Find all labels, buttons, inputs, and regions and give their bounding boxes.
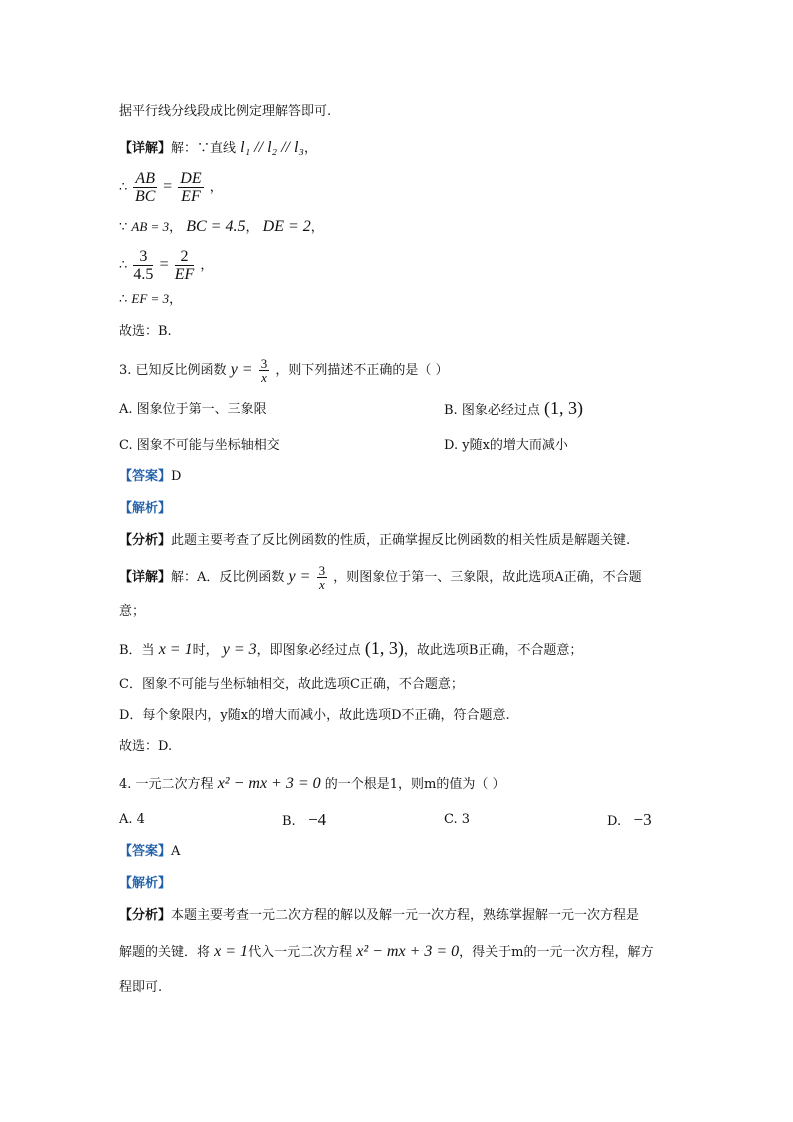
q3-stem: 3. 已知反比例函数 bbox=[119, 363, 227, 378]
fraction-denominator: EF bbox=[181, 188, 201, 205]
fraction-numerator: 3 bbox=[133, 248, 153, 266]
separator: ， bbox=[310, 220, 324, 235]
option-text: C. 图象不可能与坐标轴相交 bbox=[119, 438, 280, 453]
q3-option-a bbox=[119, 400, 267, 420]
text-line-1 bbox=[119, 102, 331, 122]
analysis-text: 此题主要考查了反比例函数的性质，正确掌握反比例函数的相关性质是解题关键. bbox=[171, 533, 631, 548]
q4-analysis-1 bbox=[119, 906, 639, 926]
question-4 bbox=[119, 774, 506, 795]
fraction-de-ef bbox=[178, 170, 203, 205]
fraction-denominator: x bbox=[318, 577, 325, 592]
q3-option-b bbox=[444, 398, 583, 421]
detail-math: y = 3 bbox=[222, 641, 257, 658]
option-math: −4 bbox=[308, 810, 327, 829]
fraction-denominator: EF bbox=[174, 266, 195, 283]
answer-value: D bbox=[171, 469, 182, 484]
analysis-text: 本题主要考查一元二次方程的解以及解一元一次方程，熟练掌握解一元一次方程是 bbox=[171, 908, 640, 923]
q3-fraction bbox=[259, 357, 270, 384]
parallel-lines-math: l₁ // l₂ // l₃ bbox=[240, 139, 304, 156]
fraction-denominator: x bbox=[261, 370, 267, 385]
q3-analysis-heading bbox=[119, 499, 171, 519]
text-l2-end: ， bbox=[303, 141, 317, 156]
separator: ， bbox=[169, 220, 183, 235]
detail-text: ，故此选项B正确，不合题意； bbox=[403, 643, 583, 658]
detail-text: B．当 bbox=[119, 643, 155, 658]
detail-math-y: y = bbox=[288, 568, 311, 585]
equals-sign: = bbox=[163, 178, 173, 195]
option-label: B. bbox=[282, 814, 296, 829]
q3-option-d bbox=[444, 436, 568, 456]
detail-text: ，则图象位于第一、三象限，故此选项A正确，不合题 bbox=[333, 570, 642, 585]
detail-math: (1, 3) bbox=[364, 638, 404, 658]
fraction-2-ef bbox=[175, 248, 195, 283]
q4-analysis-3 bbox=[119, 978, 162, 998]
q3-detail-d bbox=[119, 706, 510, 726]
q3-detail-a bbox=[119, 564, 642, 591]
option-math: −3 bbox=[633, 810, 652, 829]
q4-stem-end: 的一个根是1，则m的值为（ ） bbox=[324, 777, 506, 792]
q4-equation: x² − mx + 3 = 0 bbox=[217, 775, 321, 792]
fraction-numerator: 3 bbox=[318, 563, 326, 578]
option-text: B. 图象必经过点 bbox=[444, 403, 540, 418]
q3-detail-b bbox=[119, 638, 582, 661]
choice-text: 故选：D. bbox=[119, 739, 173, 754]
detail-text: 解：A．反比例函数 bbox=[171, 570, 285, 585]
q4-analysis-2 bbox=[119, 942, 654, 963]
ratio-line-2 bbox=[119, 248, 213, 283]
fraction-numerator: 2 bbox=[175, 248, 195, 266]
question-3 bbox=[119, 357, 449, 384]
fraction-numerator: DE bbox=[180, 170, 202, 187]
detail-fraction bbox=[317, 564, 328, 591]
q4-option-b bbox=[282, 810, 326, 832]
analysis-math: x² − mx + 3 = 0 bbox=[356, 943, 460, 960]
detail-text: D．每个象限内，y随x的增大而减小，故此选项D不正确，符合题意. bbox=[119, 708, 510, 723]
separator: ， bbox=[169, 292, 183, 307]
q3-choice bbox=[119, 737, 172, 757]
analysis-text: 程即可. bbox=[119, 980, 163, 995]
answer-value: A bbox=[171, 844, 181, 859]
detail-text: ，即图象必经过点 bbox=[256, 643, 361, 658]
equals-sign: = bbox=[159, 256, 169, 273]
fraction-3-4.5 bbox=[133, 248, 153, 283]
fraction-ab-bc bbox=[133, 170, 157, 205]
text-l1: 据平行线分线段成比例定理解答即可. bbox=[119, 104, 332, 119]
text-line-2 bbox=[119, 138, 317, 159]
analysis-math: x = 1 bbox=[214, 943, 249, 960]
therefore-symbol: ∴ bbox=[119, 258, 128, 273]
q3-detail-a-cont bbox=[119, 602, 145, 622]
detail-math: x = 1 bbox=[158, 641, 193, 658]
q4-answer bbox=[119, 842, 180, 862]
detail-text: C．图象不可能与坐标轴相交，故此选项C正确，不合题意； bbox=[119, 677, 464, 692]
fraction-denominator: 4.5 bbox=[133, 266, 154, 283]
option-text: A. 4 bbox=[119, 812, 145, 827]
fraction-numerator: 3 bbox=[260, 356, 268, 371]
text-l5-end: ， bbox=[200, 258, 214, 273]
math-ab: AB = 3 bbox=[131, 219, 170, 234]
fraction-denominator: BC bbox=[134, 188, 156, 205]
option-math: (1, 3) bbox=[543, 398, 583, 418]
text-l2: 解：∵直线 bbox=[171, 141, 237, 156]
q3-answer bbox=[119, 467, 181, 487]
q4-option-d bbox=[607, 810, 652, 832]
result-line bbox=[119, 289, 182, 310]
given-values-line bbox=[119, 217, 324, 238]
analysis-text: 解题的关键．将 bbox=[119, 945, 211, 960]
answer-tag: 【答案】 bbox=[119, 844, 172, 859]
fraction-numerator: AB bbox=[135, 170, 155, 187]
q3-detail-c bbox=[119, 675, 464, 695]
detail-tag: 【详解】 bbox=[119, 570, 172, 585]
ratio-line-1 bbox=[119, 170, 223, 205]
q4-option-c bbox=[444, 810, 470, 830]
q3-stem-end: ，则下列描述不正确的是（ ） bbox=[275, 363, 449, 378]
therefore-symbol: ∴ bbox=[119, 292, 128, 307]
because-symbol: ∵ bbox=[119, 220, 128, 235]
q4-option-a bbox=[119, 810, 145, 830]
analysis-tag: 【解析】 bbox=[119, 501, 172, 516]
detail-tag: 【详解】 bbox=[119, 141, 172, 156]
answer-tag: 【答案】 bbox=[119, 469, 172, 484]
detail-text: 意； bbox=[119, 604, 146, 619]
detail-text: 时， bbox=[192, 643, 219, 658]
option-label: D. bbox=[607, 814, 622, 829]
analysis-tag: 【解析】 bbox=[119, 876, 172, 891]
analysis-text: 代入一元二次方程 bbox=[248, 945, 353, 960]
q3-function-y: y = bbox=[230, 361, 253, 378]
analysis-text: ，得关于m的一元一次方程，解方 bbox=[459, 945, 654, 960]
therefore-symbol: ∴ bbox=[119, 180, 128, 195]
math-bc: BC = 4.5 bbox=[186, 218, 246, 235]
q4-analysis-heading bbox=[119, 874, 171, 894]
analysis-sub-tag: 【分析】 bbox=[119, 533, 172, 548]
option-text: A. 图象位于第一、三象限 bbox=[119, 402, 267, 417]
math-de: DE = 2 bbox=[262, 218, 311, 235]
choice-line-q2 bbox=[119, 322, 172, 342]
q3-option-c bbox=[119, 436, 280, 456]
text-l3-end: ， bbox=[209, 180, 223, 195]
q3-analysis bbox=[119, 531, 630, 551]
math-ef-result: EF = 3 bbox=[131, 291, 170, 306]
separator: ， bbox=[245, 220, 259, 235]
q4-stem: 4. 一元二次方程 bbox=[119, 777, 214, 792]
text-l7: 故选：B. bbox=[119, 324, 172, 339]
analysis-sub-tag: 【分析】 bbox=[119, 908, 172, 923]
option-text: D. y随x的增大而减小 bbox=[444, 438, 568, 453]
option-text: C. 3 bbox=[444, 812, 471, 827]
